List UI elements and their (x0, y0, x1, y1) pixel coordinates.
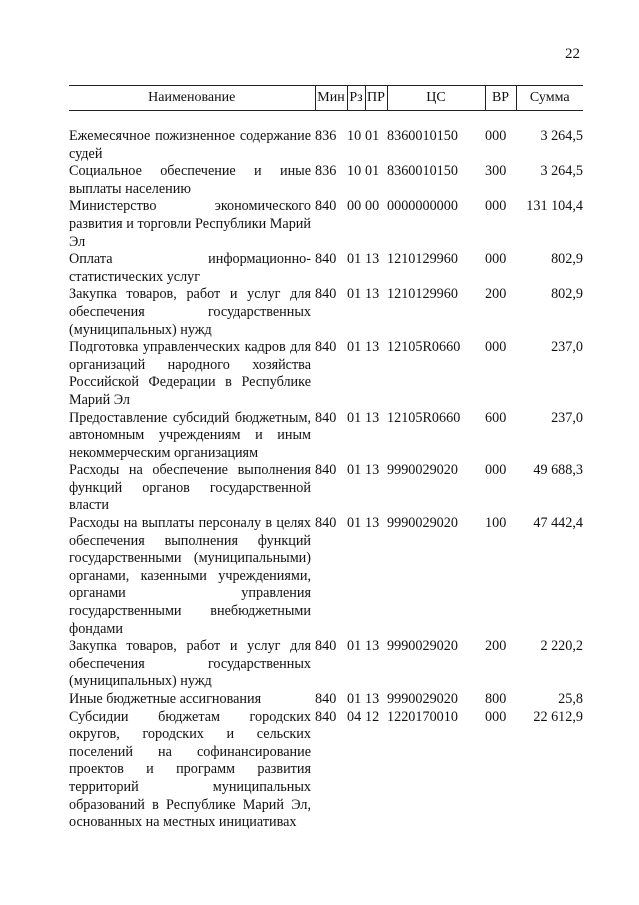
table-row (69, 339, 583, 409)
cell-vr: 200 (485, 286, 507, 303)
cell-vr: 000 (485, 251, 507, 268)
cell-min: 840 (315, 198, 337, 215)
cell-min: 840 (315, 409, 337, 426)
cell-cs: 1210129960 (387, 286, 458, 303)
cell-pr: 13 (365, 339, 380, 356)
cell-pr: 13 (365, 515, 380, 532)
cell-name: Субсидии бюджетам городских округов, городских и сельских поселений на софинансирование проектов и программ развития территорий муниципальных образований в Республике Марий Эл, основанных на местных инициативах (69, 708, 311, 831)
cell-rz: 10 (347, 128, 362, 144)
cell-sum: 802,9 (551, 286, 583, 303)
cell-sum: 802,9 (551, 251, 583, 268)
cell-name: Министерство экономического развития и торговли Республики Марий Эл (69, 198, 311, 250)
cell-min: 840 (315, 251, 337, 268)
header-cs: ЦС (387, 86, 485, 111)
cell-vr: 000 (485, 708, 507, 725)
cell-rz: 01 (347, 462, 362, 479)
cell-name: Подготовка управленческих кадров для организаций народного хозяйства Российской Федерации в Республике Марий Эл (69, 339, 311, 408)
cell-vr: 100 (485, 515, 507, 532)
header-pr: ПР (365, 86, 387, 111)
cell-name: Закупка товаров, работ и услуг для обеспечения государственных (муниципальных) нужд (69, 286, 311, 338)
cell-rz: 01 (347, 339, 362, 356)
cell-vr: 600 (485, 409, 507, 426)
cell-rz: 01 (347, 515, 362, 532)
cell-sum: 22 612,9 (533, 708, 583, 725)
header-sum: Сумма (516, 86, 583, 111)
table-row (69, 198, 583, 251)
cell-name: Предоставление субсидий бюджетным, автономным учреждениям и иным некоммерческим организациям (69, 409, 311, 461)
cell-vr: 200 (485, 638, 507, 655)
cell-vr: 000 (485, 198, 507, 215)
cell-vr: 300 (485, 163, 507, 180)
cell-rz: 01 (347, 409, 362, 426)
budget-table (69, 85, 583, 832)
cell-vr: 000 (485, 462, 507, 479)
cell-name: Ежемесячное пожизненное содержание судей (69, 128, 311, 162)
cell-rz: 04 (347, 708, 362, 725)
cell-rz: 10 (347, 163, 362, 180)
cell-min: 836 (315, 163, 337, 180)
cell-sum: 25,8 (558, 691, 583, 707)
cell-min: 840 (315, 339, 337, 356)
cell-pr: 13 (365, 286, 380, 303)
cell-sum: 237,0 (551, 339, 583, 356)
cell-name: Расходы на выплаты персоналу в целях обеспечения выполнения функций государственными (муниципальными) органами, казенными учреждениями, органами управления государственными внебюджетными фондами (69, 515, 311, 637)
cell-sum: 131 104,4 (526, 198, 583, 215)
cell-name: Иные бюджетные ассигнования (69, 691, 262, 707)
table-row (69, 462, 583, 515)
cell-pr: 13 (365, 251, 380, 268)
cell-cs: 9990029020 (387, 691, 458, 707)
cell-pr: 13 (365, 638, 380, 655)
cell-cs: 1220170010 (387, 708, 458, 725)
header-name: Наименование (69, 86, 315, 111)
cell-min: 836 (315, 128, 337, 144)
header-spacer-row (69, 111, 583, 129)
cell-vr: 000 (485, 128, 507, 144)
cell-name: Расходы на обеспечение выполнения функций органов государственной власти (69, 462, 311, 514)
cell-min: 840 (315, 708, 337, 725)
table-row (69, 515, 583, 638)
table-row (69, 163, 583, 198)
cell-min: 840 (315, 691, 337, 707)
page-number: 22 (565, 46, 580, 62)
cell-name: Социальное обеспечение и иные выплаты населению (69, 163, 311, 197)
cell-pr: 13 (365, 462, 380, 479)
cell-cs: 9990029020 (387, 462, 458, 479)
cell-rz: 00 (347, 198, 362, 215)
cell-sum: 3 264,5 (540, 128, 583, 144)
table-row (69, 128, 583, 163)
cell-vr: 800 (485, 691, 507, 707)
cell-rz: 01 (347, 286, 362, 303)
table-row (69, 251, 583, 286)
header-min: Мин (315, 86, 347, 111)
cell-cs: 9990029020 (387, 638, 458, 655)
cell-sum: 2 220,2 (540, 638, 583, 655)
table-header-row (69, 86, 583, 111)
table-row (69, 691, 583, 709)
cell-rz: 01 (347, 638, 362, 655)
cell-sum: 49 688,3 (533, 462, 583, 479)
cell-cs: 12105R0660 (387, 409, 461, 426)
cell-pr: 01 (365, 163, 380, 180)
table-row (69, 286, 583, 339)
header-rz: Рз (347, 86, 365, 111)
cell-sum: 237,0 (551, 409, 583, 426)
table-row (69, 709, 583, 832)
cell-pr: 12 (365, 708, 380, 725)
cell-min: 840 (315, 286, 337, 303)
cell-sum: 3 264,5 (540, 163, 583, 180)
cell-rz: 01 (347, 691, 362, 707)
cell-pr: 00 (365, 198, 380, 215)
cell-cs: 9990029020 (387, 515, 458, 532)
cell-cs: 12105R0660 (387, 339, 461, 356)
cell-pr: 01 (365, 128, 380, 144)
cell-cs: 8360010150 (387, 163, 458, 180)
cell-pr: 13 (365, 691, 380, 707)
cell-sum: 47 442,4 (533, 515, 583, 532)
header-vr: ВР (485, 86, 516, 111)
cell-min: 840 (315, 462, 337, 479)
cell-pr: 13 (365, 409, 380, 426)
cell-name: Закупка товаров, работ и услуг для обеспечения государственных (муниципальных) нужд (69, 638, 311, 690)
cell-min: 840 (315, 638, 337, 655)
cell-vr: 000 (485, 339, 507, 356)
table-body (69, 111, 583, 832)
table-row (69, 410, 583, 463)
cell-name: Оплата информационно-статистических услуг (69, 251, 311, 285)
cell-min: 840 (315, 515, 337, 532)
table-row (69, 638, 583, 691)
cell-cs: 1210129960 (387, 251, 458, 268)
cell-cs: 8360010150 (387, 128, 458, 144)
cell-rz: 01 (347, 251, 362, 268)
cell-cs: 0000000000 (387, 198, 458, 215)
